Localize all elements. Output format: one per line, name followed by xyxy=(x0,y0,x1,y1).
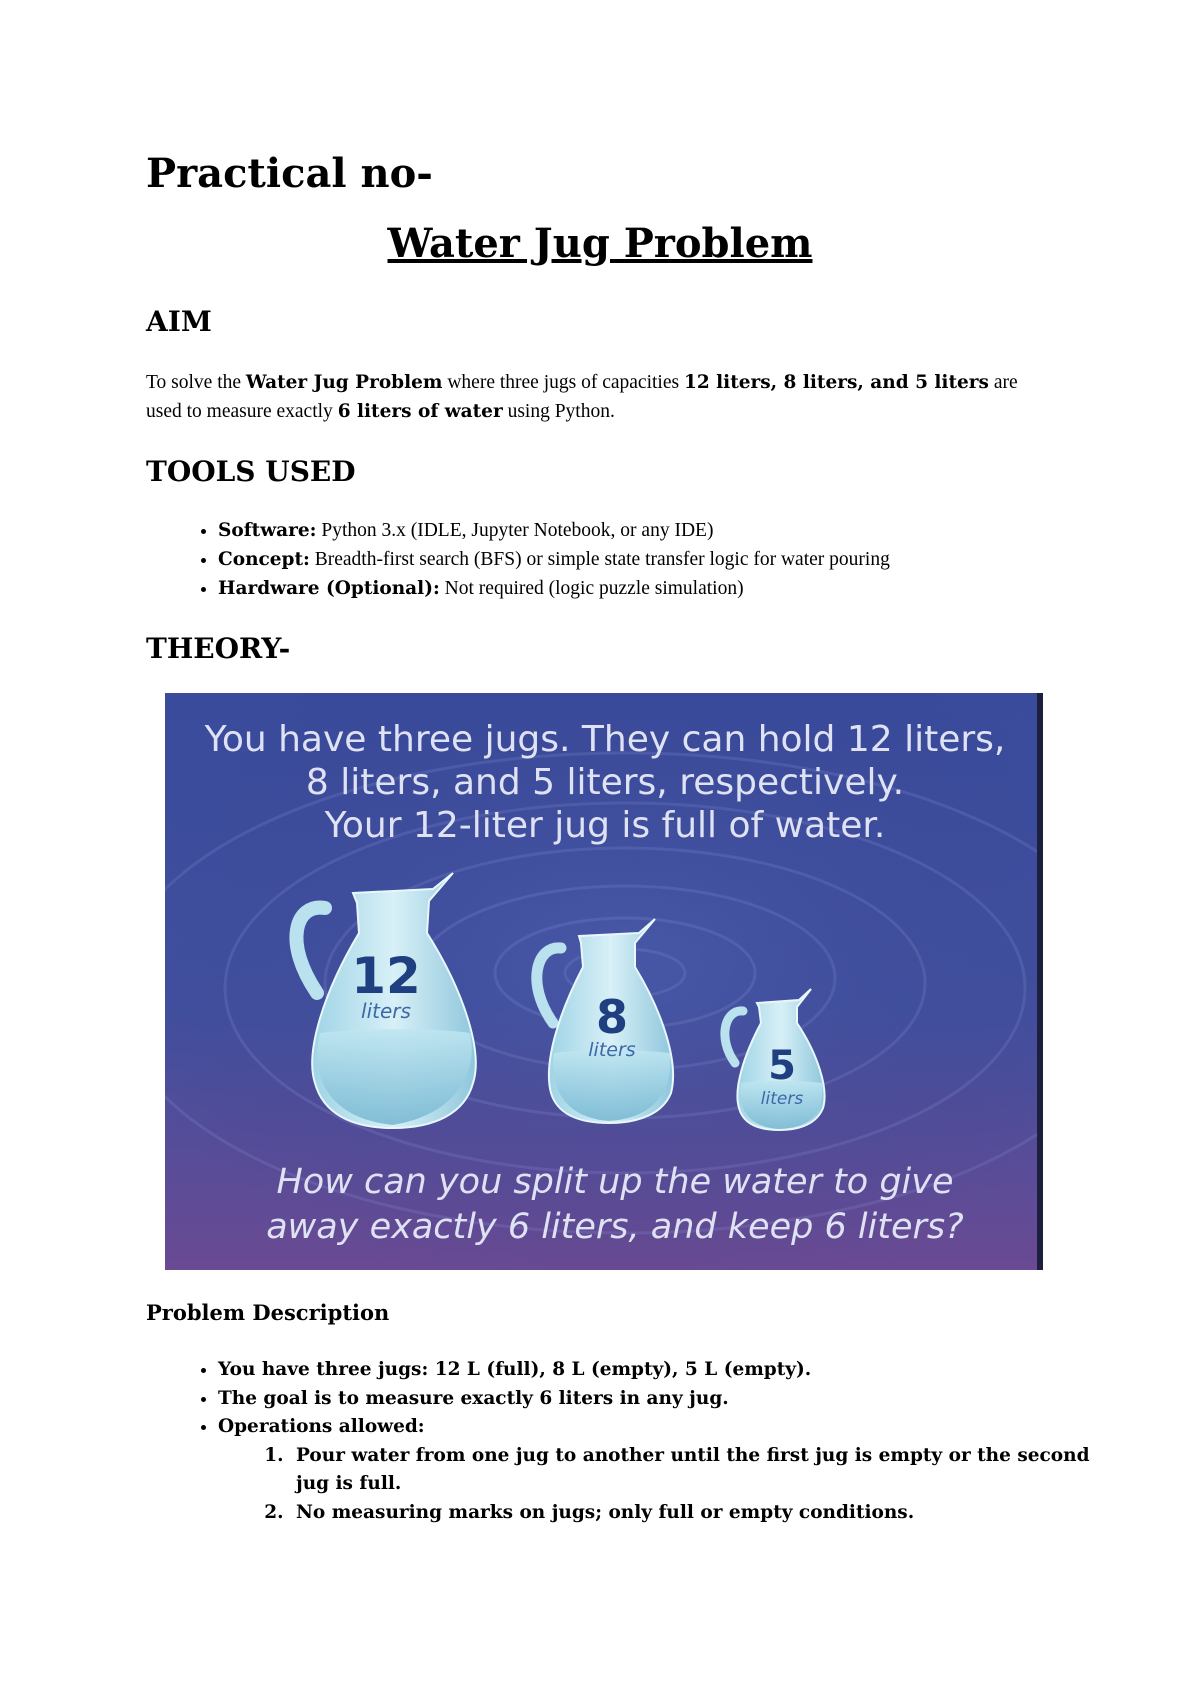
aim-heading: AIM xyxy=(146,305,212,338)
practical-number: Practical no- xyxy=(146,150,433,197)
image-question-2: away exactly 6 liters, and keep 6 liters? xyxy=(266,1207,964,1247)
list-item xyxy=(218,1413,1118,1527)
tool-label: Hardware (Optional): xyxy=(218,578,440,599)
list-item xyxy=(218,545,1138,574)
jug-5-number: 5 xyxy=(768,1043,796,1089)
list-item: 2. No measuring marks on jugs; only full or empty conditions. xyxy=(290,1499,1118,1528)
tool-text: Not required (logic puzzle simulation) xyxy=(439,578,744,599)
tool-label: Software: xyxy=(218,520,317,541)
list-item: • You have three jugs: 12 L (full), 8 L (empty), 5 L (empty). xyxy=(218,1356,1118,1385)
problem-description-heading: Problem Description xyxy=(146,1300,390,1325)
image-line-2: 8 liters, and 5 liters, respectively. xyxy=(305,762,905,803)
aim-paragraph xyxy=(146,368,1046,426)
tools-heading: TOOLS USED xyxy=(146,455,356,488)
list-item: • The goal is to measure exactly 6 liters in any jug. xyxy=(218,1385,1118,1414)
operations-label: Operations allowed: xyxy=(218,1416,425,1437)
jug-5-unit: liters xyxy=(760,1089,804,1109)
tool-text: Breadth-first search (BFS) or simple state transfer logic for water pouring xyxy=(309,549,890,570)
image-line-1: You have three jugs. They can hold 12 liters, xyxy=(204,719,1006,760)
aim-bold-1: Water Jug Problem xyxy=(245,372,443,393)
operations-list xyxy=(218,1442,1118,1528)
theory-heading: THEORY- xyxy=(146,632,291,665)
tool-text: Python 3.x (IDLE, Jupyter Notebook, or any IDE) xyxy=(316,520,714,541)
aim-text-1: To solve the xyxy=(146,372,246,393)
list-item xyxy=(218,574,1138,603)
list-item: 1. Pour water from one jug to another until the first jug is empty or the second jug is full. xyxy=(290,1442,1118,1499)
list-item xyxy=(218,516,1138,545)
jug-8-unit: liters xyxy=(588,1039,636,1061)
tool-label: Concept: xyxy=(218,549,310,570)
aim-bold-3: 6 liters of water xyxy=(337,401,503,422)
aim-text-4: using Python. xyxy=(502,401,615,422)
aim-text-3: are used to measure exactly xyxy=(146,372,1018,422)
aim-text-2: where three jugs of capacities xyxy=(442,372,684,393)
aim-bold-2: 12 liters, 8 liters, and 5 liters xyxy=(683,372,989,393)
tools-list xyxy=(146,516,1138,603)
image-question-1: How can you split up the water to give xyxy=(276,1162,954,1202)
jug-12-unit: liters xyxy=(361,999,411,1023)
problem-list xyxy=(146,1356,1118,1527)
jug-8-number: 8 xyxy=(595,990,629,1044)
jug-12-number: 12 xyxy=(351,947,421,1005)
page-title: Water Jug Problem xyxy=(387,220,813,267)
image-line-3: Your 12-liter jug is full of water. xyxy=(324,805,886,846)
water-jug-illustration xyxy=(165,693,1043,1270)
